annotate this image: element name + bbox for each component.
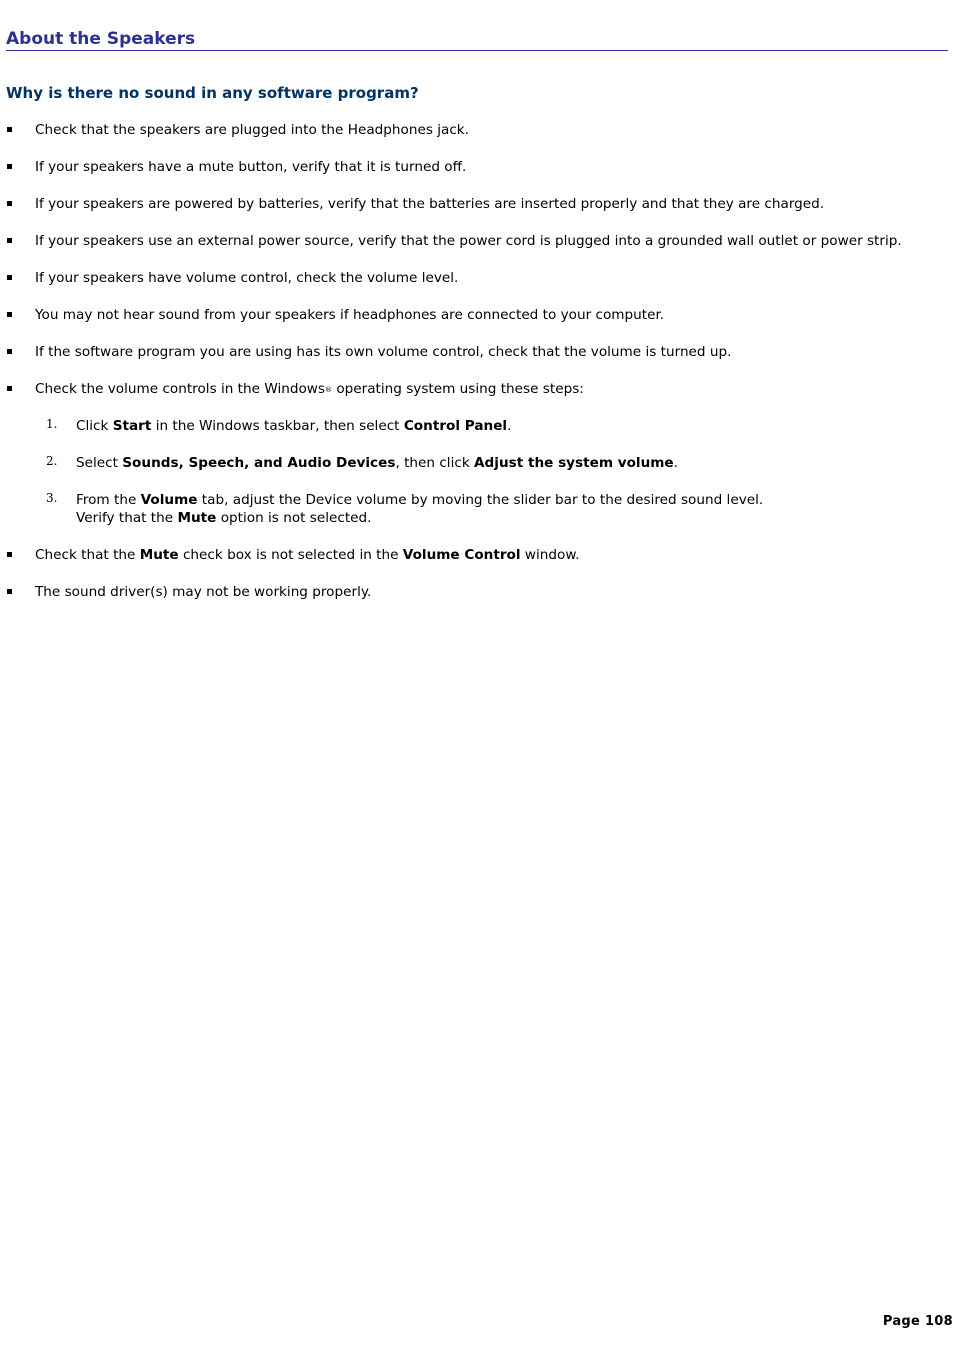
- page-number: Page 108: [882, 1314, 953, 1329]
- item-text: Check that the speakers are plugged into the Headphones jack.: [35, 122, 469, 138]
- square-bullet-icon: [7, 386, 12, 391]
- item-text: If your speakers are powered by batteries, verify that the batteries are inserted properly and that they are charged.: [35, 196, 825, 212]
- registered-mark: ®: [325, 386, 332, 394]
- step-text: Select: [76, 455, 123, 471]
- list-item: [0, 269, 954, 287]
- step-text: Verify that the: [76, 510, 178, 526]
- step-text: .: [673, 455, 678, 471]
- ui-term-mute: Mute: [177, 510, 217, 526]
- list-item: [0, 158, 954, 176]
- step-number: 3.: [46, 491, 58, 505]
- ui-term-control-panel: Control Panel: [403, 418, 508, 434]
- ui-term-volume-tab: Volume: [140, 492, 198, 508]
- step-text: in the Windows taskbar, then select: [151, 418, 404, 434]
- page-title: About the Speakers: [6, 29, 948, 51]
- item-text: If the software program you are using has its own volume control, check that the volume is turned up.: [35, 344, 732, 360]
- item-text: operating system using these steps:: [332, 381, 584, 397]
- step-text: tab, adjust the Device volume by moving the slider bar to the desired sound level.: [197, 492, 764, 508]
- list-item: [0, 583, 954, 601]
- item-text: window.: [520, 547, 580, 563]
- square-bullet-icon: [7, 201, 12, 206]
- item-text: check box is not selected in the: [178, 547, 403, 563]
- ui-term-start: Start: [112, 418, 152, 434]
- list-item: [0, 195, 954, 213]
- list-item: [0, 232, 954, 250]
- volume-steps-list: [35, 417, 934, 527]
- item-text: If your speakers have a mute button, verify that it is turned off.: [35, 159, 467, 175]
- ui-term-mute: Mute: [139, 547, 179, 563]
- item-text: If your speakers have volume control, check the volume level.: [35, 270, 459, 286]
- ui-term-sounds-devices: Sounds, Speech, and Audio Devices: [122, 455, 396, 471]
- list-item: [0, 306, 954, 324]
- item-text: You may not hear sound from your speakers if headphones are connected to your computer.: [35, 307, 665, 323]
- step-item: [0, 491, 899, 527]
- square-bullet-icon: [7, 127, 12, 132]
- item-text: If your speakers use an external power source, verify that the power cord is plugged into a grounded wall outlet or power strip.: [35, 233, 902, 249]
- square-bullet-icon: [7, 275, 12, 280]
- list-item: [0, 343, 954, 361]
- list-item: [0, 121, 954, 139]
- ui-term-volume-control: Volume Control: [402, 547, 521, 563]
- step-text: , then click: [395, 455, 475, 471]
- step-number: 1.: [46, 417, 58, 431]
- square-bullet-icon: [7, 589, 12, 594]
- item-text: The sound driver(s) may not be working properly.: [35, 584, 372, 600]
- square-bullet-icon: [7, 349, 12, 354]
- list-item: [0, 546, 954, 564]
- square-bullet-icon: [7, 164, 12, 169]
- step-text: Click: [76, 418, 113, 434]
- section-title: Why is there no sound in any software program?: [6, 84, 419, 102]
- square-bullet-icon: [7, 238, 12, 243]
- list-item-volume-steps: [0, 380, 954, 527]
- square-bullet-icon: [7, 312, 12, 317]
- step-number: 2.: [46, 454, 58, 468]
- square-bullet-icon: [7, 552, 12, 557]
- step-text: .: [507, 418, 512, 434]
- step-item: [0, 454, 899, 472]
- troubleshooting-list: [0, 121, 954, 620]
- item-text: Check the volume controls in the Windows: [35, 381, 325, 397]
- step-item: [0, 417, 899, 435]
- step-text: option is not selected.: [216, 510, 372, 526]
- item-text: Check that the: [35, 547, 140, 563]
- step-text: From the: [76, 492, 141, 508]
- ui-term-adjust-volume: Adjust the system volume: [474, 455, 674, 471]
